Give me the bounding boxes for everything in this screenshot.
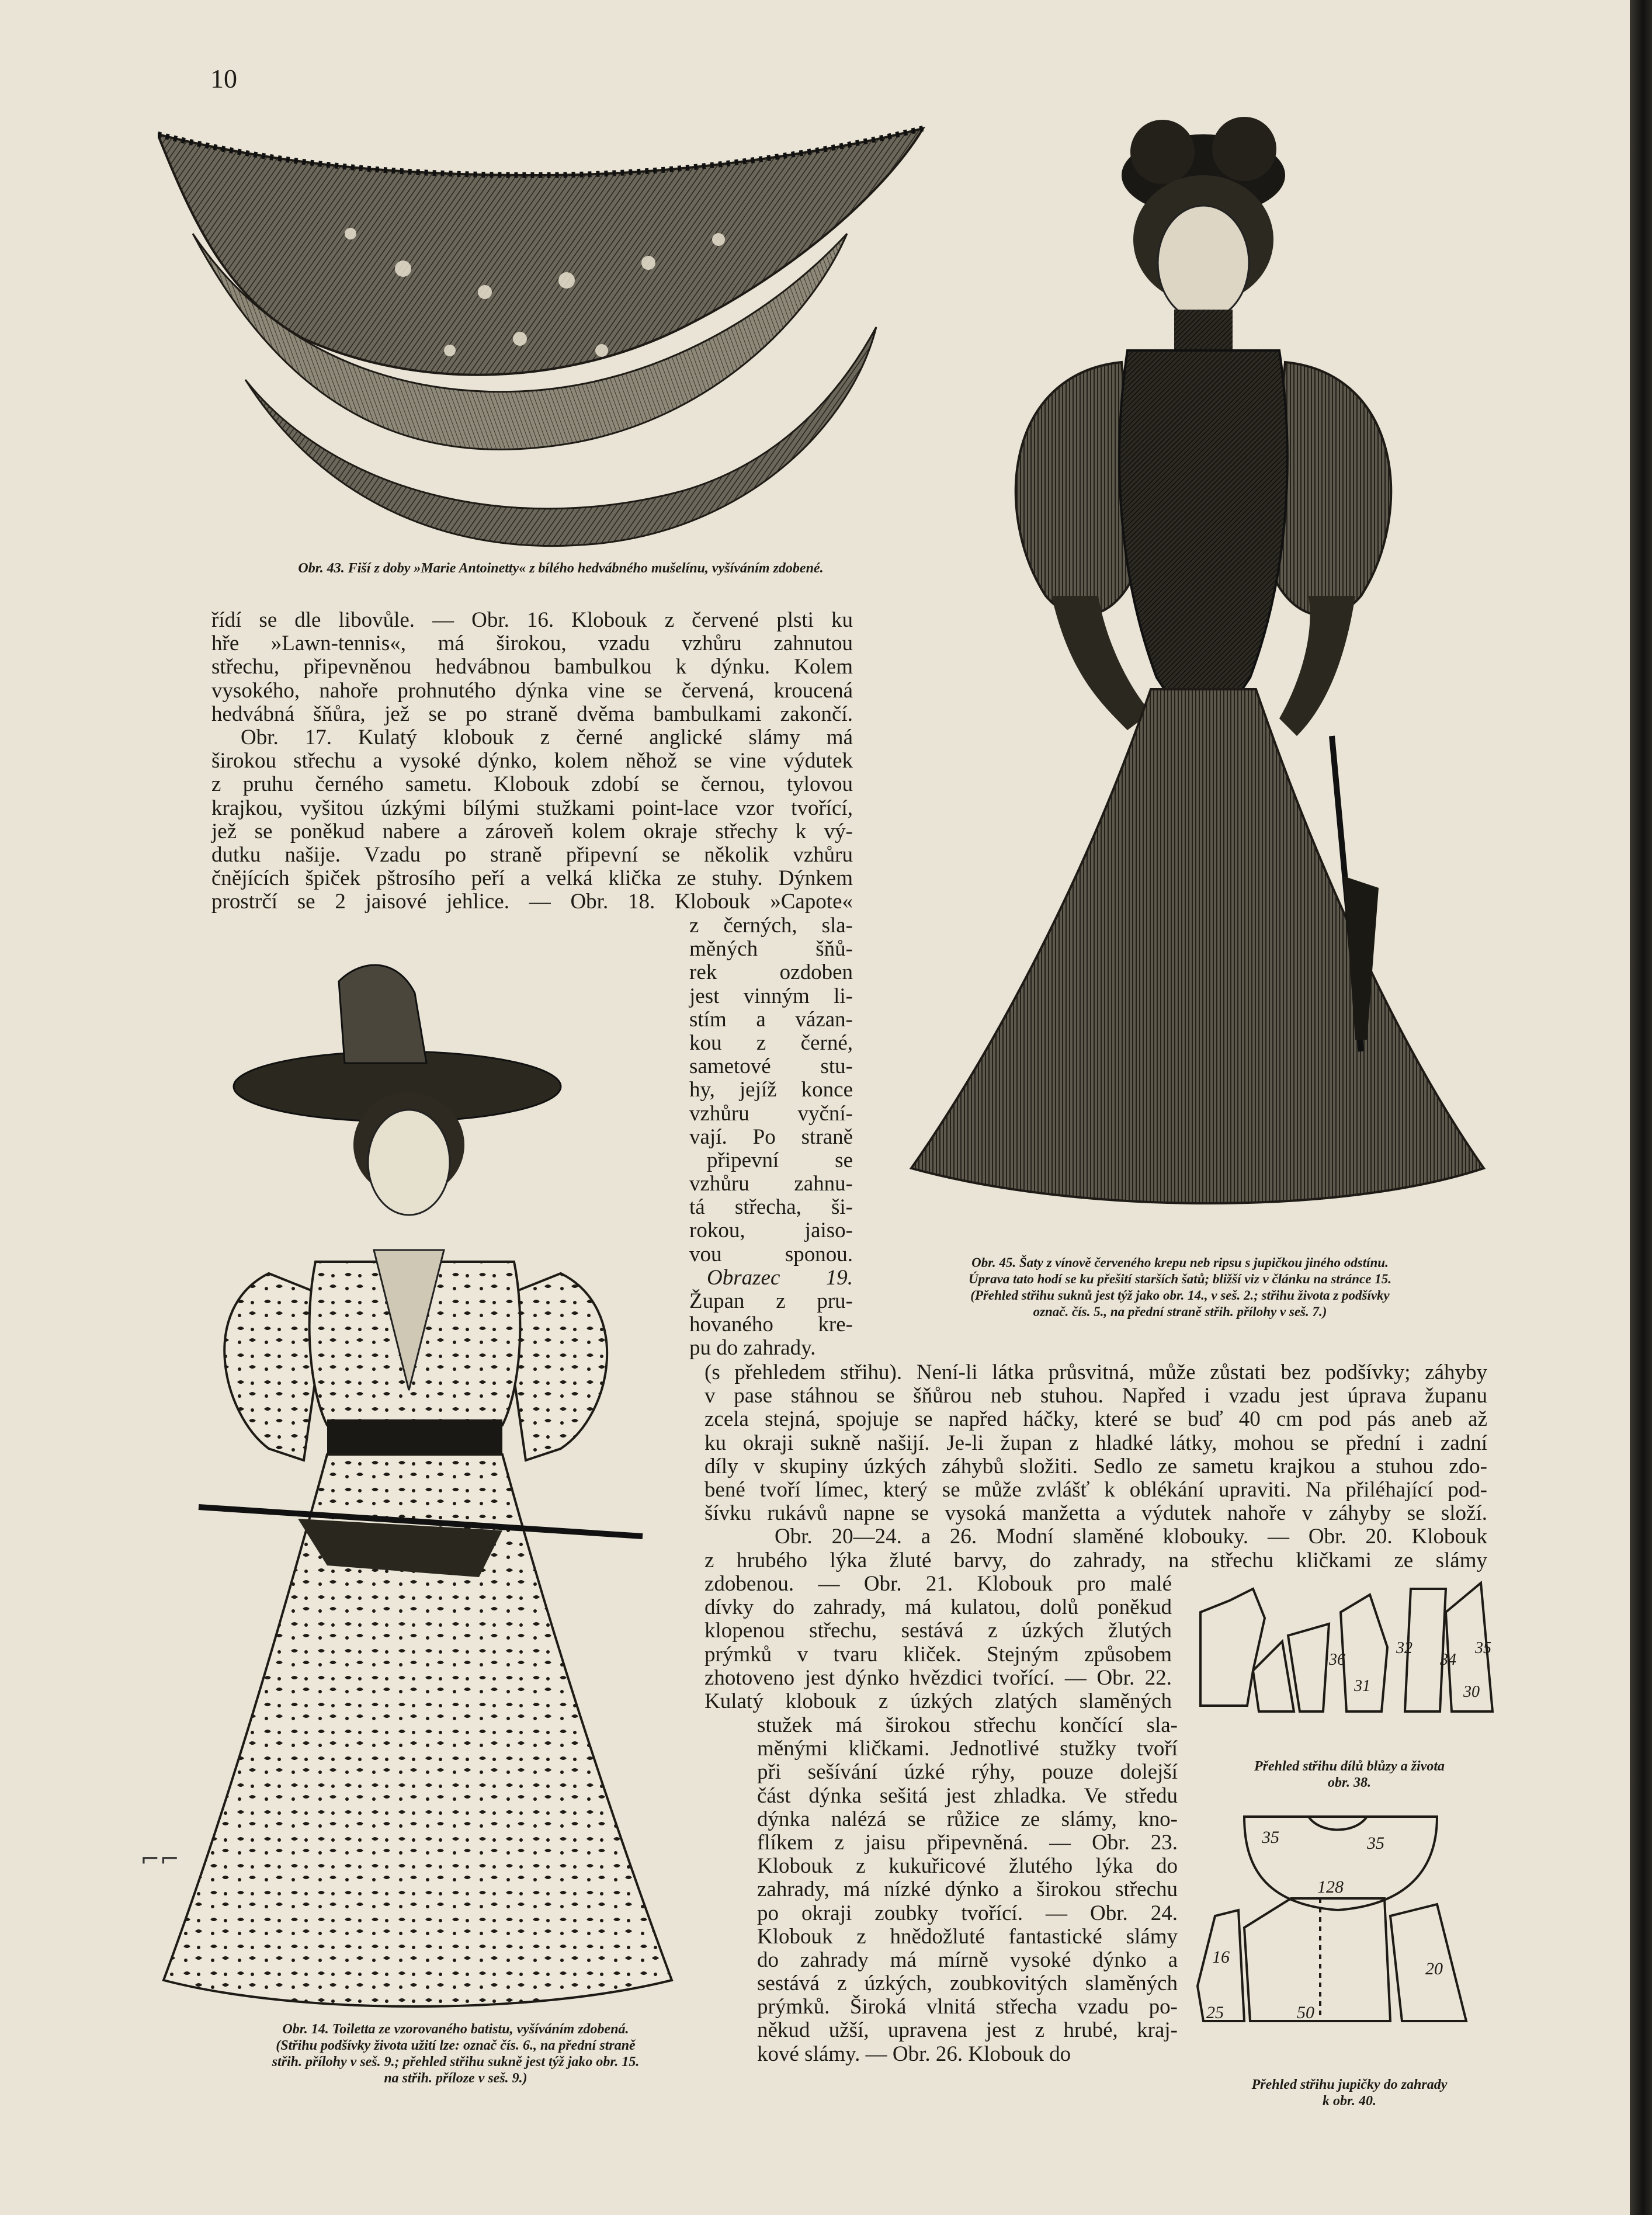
text-line: bené tvoří límec, který se může zvlášť k oblékání upraviti. Na přiléhající pod- (704, 1477, 1487, 1502)
text-line: střechu, připevněnou hedvábnou bambulkou k dýnku. Kolem (211, 655, 853, 679)
text-line: širokou střechu a vysoké dýnko, kolem něhož se vine výdutek (211, 749, 853, 773)
text-line: z černých, sla- (689, 914, 853, 938)
text-line: řídí se dle libovůle. — Obr. 16. Klobouk z červené plsti ku (211, 608, 853, 632)
pattern40-number: 16 (1212, 1947, 1230, 1967)
caption-pattern40-line1: Přehled střihu jupičky do zahrady (1251, 2077, 1448, 2092)
pattern40-number: 25 (1206, 2003, 1224, 2022)
text-line: po okraji zoubky tvořící. — Obr. 24. (757, 1901, 1178, 1925)
caption-pattern38-line1: Přehled střihu dílů blůzy a života (1254, 1759, 1445, 1774)
text-line: vou sponou. (689, 1242, 853, 1266)
text-line: tá střecha, ši- (689, 1195, 853, 1220)
text-line: při sešívání úzké rýhy, pouze dolejší (757, 1760, 1178, 1785)
text-line: rek ozdoben (689, 960, 853, 985)
text-line: čnějících špiček pštrosího peří a velká klička ze stuhy. Dýnkem (211, 866, 853, 891)
binding-edge (1630, 0, 1652, 2215)
pattern38-number: 30 (1463, 1683, 1480, 1701)
text-line: měných šňů- (689, 937, 853, 961)
text-line: (s přehledem střihu). Není-li látka průsvitná, může zůstati bez podšívky; záhyby (704, 1360, 1487, 1384)
pattern-diagram-38 (1195, 1577, 1498, 1717)
text-line: vzhůru zahnu- (689, 1172, 853, 1196)
text-line: vají. Po straně (689, 1124, 853, 1149)
text-line: dýnka nalézá se růžice ze slámy, kno- (757, 1807, 1178, 1831)
text-line: klopenou střechu, sestává z úzkých žlutých (704, 1619, 1172, 1643)
pattern40-number: 50 (1297, 2003, 1314, 2022)
text-line: rokou, jaiso- (689, 1218, 853, 1243)
text-line: z pruhu černého sametu. Klobouk zdobí se černou, tylovou (211, 772, 853, 797)
text-line: stužek má širokou střechu končící sla- (757, 1713, 1178, 1737)
caption-pattern40-line2: k obr. 40. (1322, 2094, 1376, 2109)
caption-fig45-line4: označ. čís. 5., na přední straně střih. přílohy v seš. 7.) (1033, 1304, 1327, 1319)
text-line: flíkem z jaisu připevněná. — Obr. 23. (757, 1830, 1178, 1855)
text-line: zcela stejná, spojuje se napřed háčky, které se buď 40 cm pod pás aneb až (704, 1407, 1487, 1432)
caption-fig14 (193, 2021, 719, 2086)
caption-pattern40 (1203, 2077, 1495, 2109)
text-block-4 (704, 1572, 1172, 1713)
pattern40-number: 128 (1317, 1877, 1344, 1897)
pattern38-number: 31 (1354, 1677, 1370, 1695)
text-line: Kulatý klobouk z úzkých zlatých slaměných (704, 1689, 1172, 1713)
fichu-illustration (158, 117, 935, 549)
caption-fig14-line1: Obr. 14. Toiletta ze vzorovaného batistu, vyšíváním zdobená. (282, 2022, 629, 2037)
text-line: prýmků. Široká vlnitá střecha vzadu po- (757, 1995, 1178, 2019)
pattern40-number: 20 (1425, 1959, 1443, 1978)
text-line: kové slámy. — Obr. 26. Klobouk do (757, 2042, 1071, 2066)
caption-fig45-line2: Úprava tato hodí se ku přešití starších šatů; bližší viz v článku na stránce 15. (969, 1272, 1391, 1286)
text-line: připevní se (707, 1148, 853, 1172)
text-line: sestává z úzkých, zoubkovitých slaměných (757, 1971, 1178, 1996)
text-block-1 (211, 609, 853, 914)
text-line: jest vinným li- (689, 984, 853, 1008)
text-line: dívky do zahrady, má kulatou, dolů poněkud (704, 1595, 1172, 1620)
text-line: zhotoveno jest dýnko hvězdici tvořící. — Obr. 22. (704, 1665, 1172, 1690)
text-line: část dýnka sešitá jest zhladka. Ve středu (757, 1783, 1178, 1808)
text-line: někud užší, upravena jest z hrubé, kraj- (757, 2018, 1178, 2043)
printer-mark: ⌐⌐ (140, 1846, 180, 1873)
caption-fig14-line3: střih. přílohy v seš. 9.; přehled střihu sukně jest týž jako obr. 15. (272, 2054, 640, 2070)
text-line: hy, jejíž konce (689, 1078, 853, 1102)
text-line: zahrady, má nízké dýnko a širokou střechu (757, 1877, 1178, 1902)
text-block-2 (689, 914, 853, 1360)
text-line: kou z černé, (689, 1030, 853, 1055)
caption-pattern38 (1203, 1758, 1495, 1791)
pattern40-number: 35 (1262, 1828, 1279, 1847)
text-line: krajkou, vyšitou úzkými bílými stužkami point-lace vzor tvořící, (211, 796, 853, 820)
text-line: jež se poněkud nabere a zároveň kolem okraje střechy k vý- (211, 819, 853, 843)
pattern38-number: 36 (1329, 1651, 1345, 1669)
pattern38-number: 35 (1475, 1639, 1491, 1657)
text-line: ku okraji sukně našijí. Je-li župan z hladké látky, mohou se přední i zadní (704, 1431, 1487, 1455)
dress-illustration-fig45 (876, 117, 1519, 1256)
text-line: díly v skupiny úzkých záhybů složiti. Sedlo ze sametu krajkou a stuhou zdo- (704, 1454, 1487, 1478)
text-line: stím a vázan- (689, 1007, 853, 1032)
text-line: Obr. 20—24. a 26. Modní slaměné klobouky. — Obr. 20. Klobouk (775, 1525, 1487, 1549)
page-number: 10 (210, 64, 237, 93)
pattern38-number: 34 (1440, 1651, 1456, 1669)
text-line: Obr. 17. Kulatý klobouk z černé anglické slámy má (241, 725, 853, 749)
text-line: sametové stu- (689, 1054, 853, 1079)
caption-fig45-line1: Obr. 45. Šaty z vínově červeného krepu neb ripsu s jupičkou jiného odstínu. (971, 1255, 1389, 1270)
text-line: Klobouk z hnědožluté fantastické slámy (757, 1924, 1178, 1949)
caption-fig45-line3: (Přehled střihu suknů jest týž jako obr. 14., v seš. 2.; střihu života z podšívky (970, 1288, 1390, 1303)
text-line: vysokého, nahoře prohnutého dýnka vine se červená, kroucená (211, 678, 853, 703)
text-line: hře »Lawn-tennis«, má širokou, vzadu vzhůru zahnutou (211, 631, 853, 656)
text-line: v pase stáhnou se šňůrou neb stuhou. Napřed i vzadu jest úprava županu (704, 1384, 1487, 1408)
pattern-diagram-40 (1192, 1799, 1495, 2033)
caption-fig43: Obr. 43. Fiší z doby »Marie Antoinetty« z bílého hedvábného mušelínu, vyšíváním zdobené. (298, 561, 824, 576)
text-line: zdobenou. — Obr. 21. Klobouk pro malé (704, 1572, 1172, 1596)
toilette-illustration-fig14 (152, 946, 707, 2015)
text-line: Župan z pru- (689, 1289, 853, 1313)
pattern38-number: 32 (1396, 1639, 1412, 1657)
text-line: pu do zahrady. (689, 1336, 816, 1360)
text-line: dutku našije. Vzadu po straně připevní se několik vzhůru (211, 842, 853, 867)
caption-fig45 (876, 1255, 1484, 1320)
caption-pattern38-line2: obr. 38. (1327, 1775, 1371, 1790)
pattern40-number: 35 (1367, 1834, 1384, 1853)
text-line: šívku rukávů napne se vysoká manžetta a výdutek nahoře v záhyby se složí. (704, 1501, 1487, 1526)
text-line: Klobouk z kukuřicové žlutého lýka do (757, 1854, 1178, 1879)
text-line: hovaného kre- (689, 1313, 853, 1337)
text-line: hedvábná šňůra, jež se po straně dvěma bambulkami zakončí. (211, 702, 853, 726)
text-line: prýmků v tvaru kliček. Stejným způsobem (704, 1642, 1172, 1667)
text-line: prostrčí se 2 jaisové jehlice. — Obr. 18. Klobouk »Capote« (211, 890, 853, 914)
text-line: Obrazec 19. (707, 1265, 853, 1290)
caption-fig14-line2: (Střihu podšívky života užití lze: označ čís. 6., na přední straně (276, 2038, 636, 2053)
text-line: vzhůru vyční- (689, 1101, 853, 1126)
text-line: do zahrady má mírně vysoké dýnko a (757, 1947, 1178, 1972)
text-block-5 (757, 1714, 1178, 2066)
text-line: z hrubého lýka žluté barvy, do zahrady, na střechu kličkami ze slámy (704, 1548, 1487, 1572)
text-line: měnými kličkami. Jednotlivé stužky tvoří (757, 1737, 1178, 1761)
text-block-3 (704, 1361, 1487, 1572)
caption-fig14-line4: na střih. příloze v seš. 9.) (384, 2071, 527, 2086)
